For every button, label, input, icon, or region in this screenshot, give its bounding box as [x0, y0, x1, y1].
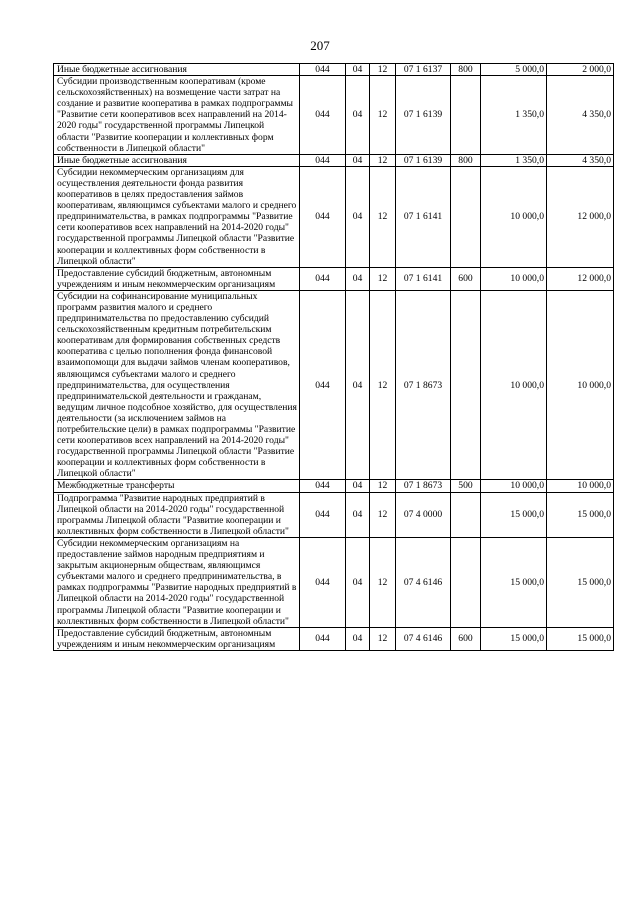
admin-code-cell: 044: [300, 154, 346, 166]
amount-year2-cell: 2 000,0: [547, 64, 614, 76]
table-row: [54, 76, 614, 155]
amount-year2-cell: 10 000,0: [547, 480, 614, 492]
section-code-cell: 04: [346, 267, 370, 290]
amount-year1-cell: 10 000,0: [481, 290, 547, 480]
section-code-cell: 04: [346, 166, 370, 267]
amount-year1-cell: 10 000,0: [481, 166, 547, 267]
target-item-code-cell: 07 4 6146: [396, 627, 451, 650]
admin-code-cell: 044: [300, 627, 346, 650]
amount-year2-cell: 10 000,0: [547, 290, 614, 480]
target-item-code-cell: 07 1 8673: [396, 480, 451, 492]
subsection-code-cell: 12: [370, 627, 396, 650]
section-code-cell: 04: [346, 154, 370, 166]
expense-type-code-cell: 800: [451, 154, 481, 166]
expense-type-code-cell: [451, 537, 481, 627]
amount-year1-cell: 10 000,0: [481, 480, 547, 492]
admin-code-cell: 044: [300, 492, 346, 537]
admin-code-cell: 044: [300, 480, 346, 492]
row-name-cell: Субсидии некоммерческим организациям на предоставление займов народным предприятиям и закрытым акционерным обществам, являющимся субъектами малого и среднего предпринимательства, в рамках подпрограммы "Развитие народных предприятий в Липецкой области на 2014-2020 годы" государственной программы Липецкой области "Развитие кооперации и коллективных форм собственности в Липецкой области": [54, 537, 300, 627]
table-row: [54, 290, 614, 480]
admin-code-cell: 044: [300, 76, 346, 155]
expense-type-code-cell: 500: [451, 480, 481, 492]
table-row: [54, 154, 614, 166]
table-row: [54, 64, 614, 76]
table-row: [54, 627, 614, 650]
section-code-cell: 04: [346, 64, 370, 76]
amount-year1-cell: 10 000,0: [481, 267, 547, 290]
row-name-cell: Предоставление субсидий бюджетным, автономным учреждениям и иным некоммерческим организациям: [54, 627, 300, 650]
table-row: [54, 166, 614, 267]
section-code-cell: 04: [346, 537, 370, 627]
subsection-code-cell: 12: [370, 166, 396, 267]
amount-year2-cell: 12 000,0: [547, 267, 614, 290]
budget-table: [53, 63, 614, 651]
section-code-cell: 04: [346, 627, 370, 650]
expense-type-code-cell: 600: [451, 627, 481, 650]
target-item-code-cell: 07 4 0000: [396, 492, 451, 537]
amount-year1-cell: 1 350,0: [481, 76, 547, 155]
amount-year2-cell: 4 350,0: [547, 76, 614, 155]
target-item-code-cell: 07 1 6137: [396, 64, 451, 76]
row-name-cell: Иные бюджетные ассигнования: [54, 154, 300, 166]
amount-year1-cell: 15 000,0: [481, 537, 547, 627]
subsection-code-cell: 12: [370, 492, 396, 537]
target-item-code-cell: 07 1 6139: [396, 154, 451, 166]
amount-year1-cell: 1 350,0: [481, 154, 547, 166]
admin-code-cell: 044: [300, 166, 346, 267]
budget-table-body: [54, 64, 614, 651]
row-name-cell: Межбюджетные трансферты: [54, 480, 300, 492]
subsection-code-cell: 12: [370, 76, 396, 155]
row-name-cell: Предоставление субсидий бюджетным, автономным учреждениям и иным некоммерческим организациям: [54, 267, 300, 290]
subsection-code-cell: 12: [370, 267, 396, 290]
subsection-code-cell: 12: [370, 480, 396, 492]
amount-year2-cell: 15 000,0: [547, 537, 614, 627]
subsection-code-cell: 12: [370, 537, 396, 627]
expense-type-code-cell: [451, 166, 481, 267]
table-row: [54, 492, 614, 537]
row-name-cell: Субсидии производственным кооперативам (кроме сельскохозяйственных) на возмещение части затрат на создание и развитие кооператива в рамках подпрограммы "Развитие сети кооперативов всех направлений на 2014-2020 годы" государственной программы Липецкой области "Развитие кооперации и коллективных форм собственности в Липецкой области": [54, 76, 300, 155]
admin-code-cell: 044: [300, 290, 346, 480]
target-item-code-cell: 07 1 6139: [396, 76, 451, 155]
row-name-cell: Субсидии на софинансирование муниципальных программ развития малого и среднего предпринимательства по предоставлению субсидий сельскохозяйственным кредитным потребительским кооперативам для формирования собственных средств кооператива с целью пополнения фонда финансовой взаимопомощи для выдачи займов членам кооперативов, являющимся субъектами малого и среднего предпринимательства, для осуществления предпринимательской деятельности и гражданам, ведущим личное подсобное хозяйство, для осуществления деятельности (за исключением займов на потребительские цели) в рамках подпрограммы "Развитие сети кооперативов всех направлений на 2014-2020 годы" государственной программы Липецкой области "Развитие кооперации и коллективных форм собственности в Липецкой области": [54, 290, 300, 480]
table-row: [54, 480, 614, 492]
expense-type-code-cell: 800: [451, 64, 481, 76]
amount-year2-cell: 15 000,0: [547, 627, 614, 650]
expense-type-code-cell: 600: [451, 267, 481, 290]
amount-year1-cell: 15 000,0: [481, 492, 547, 537]
amount-year1-cell: 5 000,0: [481, 64, 547, 76]
row-name-cell: Иные бюджетные ассигнования: [54, 64, 300, 76]
amount-year2-cell: 4 350,0: [547, 154, 614, 166]
subsection-code-cell: 12: [370, 64, 396, 76]
target-item-code-cell: 07 1 6141: [396, 267, 451, 290]
table-row: [54, 537, 614, 627]
target-item-code-cell: 07 1 6141: [396, 166, 451, 267]
target-item-code-cell: 07 1 8673: [396, 290, 451, 480]
expense-type-code-cell: [451, 76, 481, 155]
expense-type-code-cell: [451, 290, 481, 480]
page-number: 207: [310, 38, 330, 53]
amount-year2-cell: 15 000,0: [547, 492, 614, 537]
admin-code-cell: 044: [300, 537, 346, 627]
section-code-cell: 04: [346, 290, 370, 480]
table-row: [54, 267, 614, 290]
row-name-cell: Подпрограмма "Развитие народных предприятий в Липецкой области на 2014-2020 годы" государственной программы Липецкой области "Развитие кооперации и коллективных форм собственности в Липецкой области": [54, 492, 300, 537]
target-item-code-cell: 07 4 6146: [396, 537, 451, 627]
amount-year1-cell: 15 000,0: [481, 627, 547, 650]
section-code-cell: 04: [346, 480, 370, 492]
subsection-code-cell: 12: [370, 290, 396, 480]
subsection-code-cell: 12: [370, 154, 396, 166]
amount-year2-cell: 12 000,0: [547, 166, 614, 267]
section-code-cell: 04: [346, 76, 370, 155]
admin-code-cell: 044: [300, 64, 346, 76]
expense-type-code-cell: [451, 492, 481, 537]
section-code-cell: 04: [346, 492, 370, 537]
admin-code-cell: 044: [300, 267, 346, 290]
row-name-cell: Субсидии некоммерческим организациям для осуществления деятельности фонда развития кооперативов в целях предоставления займов кооперативам, являющимся субъектами малого и среднего предпринимательства, в рамках подпрограммы "Развитие сети кооперативов всех направлений на 2014-2020 годы" государственной программы Липецкой области "Развитие кооперации и коллективных форм собственности в Липецкой области": [54, 166, 300, 267]
